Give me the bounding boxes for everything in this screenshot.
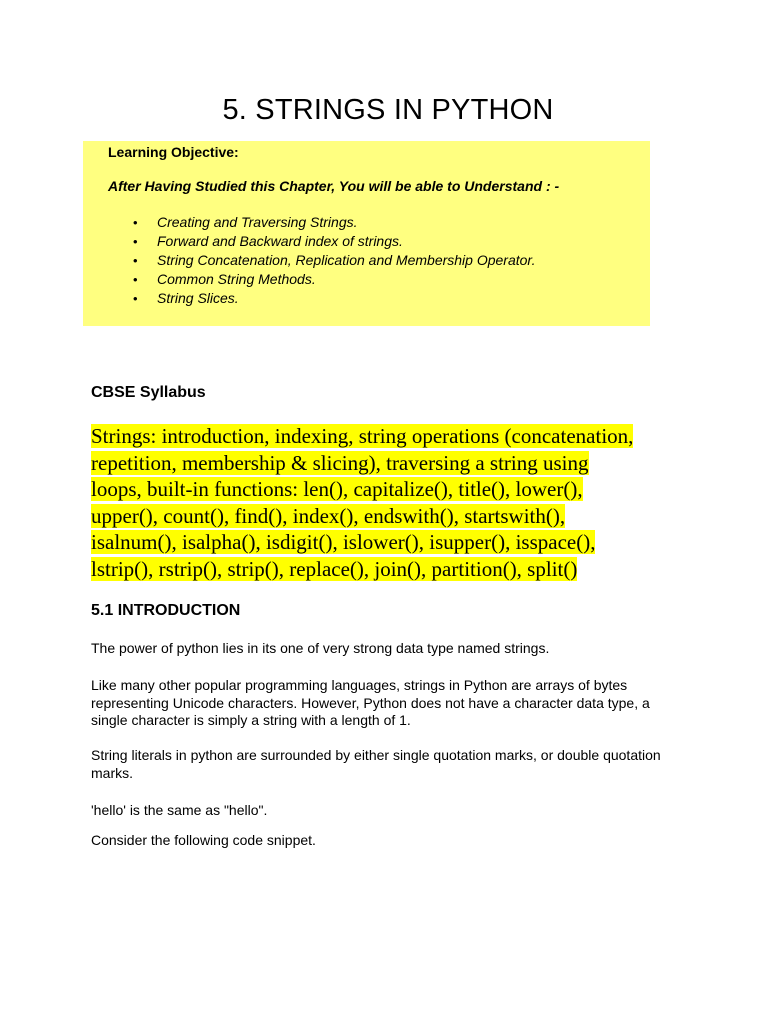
syllabus-line: Strings: introduction, indexing, string operations (concatenation,: [91, 424, 634, 448]
learning-objective-list: [125, 213, 535, 308]
objective-item-text: Forward and Backward index of strings.: [157, 233, 403, 249]
chapter-title: 5. STRINGS IN PYTHON: [222, 94, 554, 126]
introduction-paragraph: Consider the following code snippet.: [91, 832, 316, 848]
learning-objective-intro: After Having Studied this Chapter, You will be able to Understand : -: [108, 178, 560, 194]
introduction-paragraph: 'hello' is the same as "hello".: [91, 802, 268, 818]
introduction-paragraph: String literals in python are surrounded by either single quotation marks, or double quotation marks.: [91, 747, 661, 781]
syllabus-line: isalnum(), isalpha(), isdigit(), islower(), isupper(), isspace(),: [91, 530, 596, 554]
objective-item: [125, 232, 535, 251]
objective-item: [125, 289, 535, 308]
syllabus-line: repetition, membership & slicing), traversing a string using: [91, 450, 589, 475]
bullet-icon: •: [133, 253, 138, 268]
learning-objective-box: [83, 141, 650, 326]
bullet-icon: •: [133, 234, 138, 249]
objective-item-text: Creating and Traversing Strings.: [157, 214, 358, 230]
syllabus-line: upper(), count(), find(), index(), endswith(), startswith(),: [91, 503, 566, 528]
objective-item-text: Common String Methods.: [157, 271, 316, 287]
objective-item-text: String Concatenation, Replication and Membership Operator.: [157, 252, 536, 268]
syllabus-line: lstrip(), rstrip(), strip(), replace(), join(), partition(), split(): [91, 556, 578, 581]
bullet-icon: •: [133, 291, 138, 306]
objective-item-text: String Slices.: [157, 290, 239, 306]
syllabus-line: loops, built-in functions: len(), capitalize(), title(), lower(),: [91, 477, 583, 501]
objective-item: [125, 251, 535, 270]
learning-objective-heading: Learning Objective:: [108, 144, 239, 160]
objective-item: [125, 270, 535, 289]
introduction-heading: 5.1 INTRODUCTION: [91, 602, 241, 619]
bullet-icon: •: [133, 272, 138, 287]
bullet-icon: •: [133, 215, 138, 230]
objective-item: [125, 213, 535, 232]
syllabus-heading: CBSE Syllabus: [91, 384, 206, 401]
introduction-paragraph: The power of python lies in its one of very strong data type named strings.: [91, 640, 550, 656]
introduction-paragraph: Like many other popular programming languages, strings in Python are arrays of bytes representing Unicode characters. However, Python does not have a character data type, a single character is simply a string with a length of 1.: [91, 677, 650, 728]
syllabus-text: [91, 423, 691, 582]
